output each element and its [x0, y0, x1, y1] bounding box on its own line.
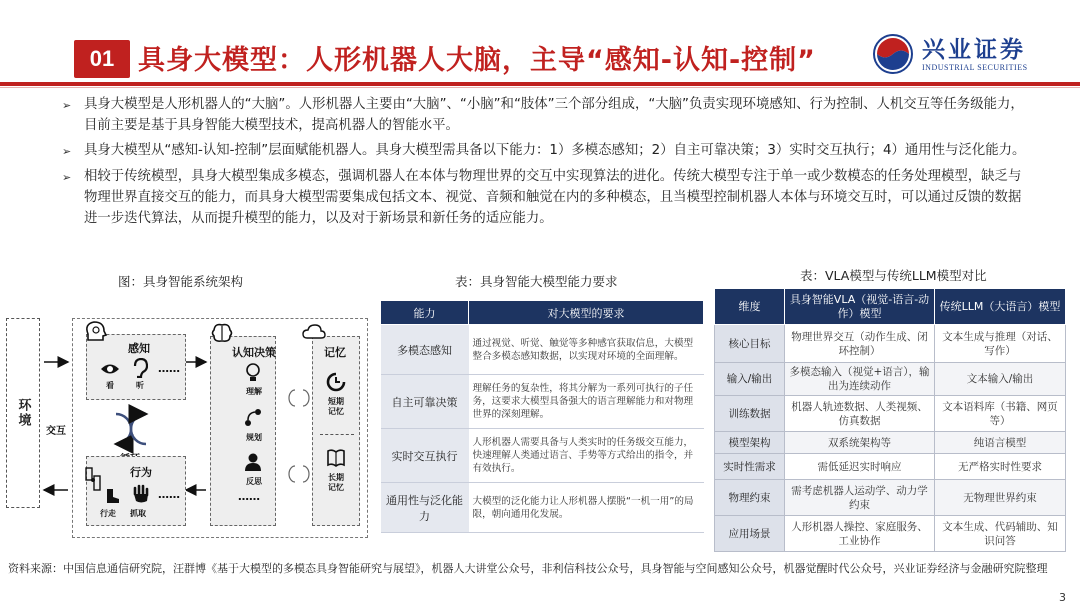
table-row — [715, 516, 1066, 552]
section-number-badge: 01 — [74, 40, 130, 78]
understand-label: 理解 — [246, 387, 262, 396]
cognition-label: 认知决策 — [232, 346, 276, 359]
column-header: 能力 — [381, 301, 469, 325]
embodied-ai-architecture-diagram — [4, 290, 370, 550]
page-number: 3 — [1059, 591, 1066, 604]
cloud-icon — [302, 324, 326, 340]
vla-cell: 人形机器人操控、家庭服务、工业协作 — [785, 516, 935, 552]
requirement-cell: 通过视觉、听觉、触觉等多种感官获取信息，大模型整合多模态感知数据，以实现对环境的全面理解。 — [469, 325, 704, 375]
requirement-cell: 大模型的泛化能力让人形机器人摆脱“一机一用”的局限，朝向通用化发展。 — [469, 483, 704, 533]
robot-arm-icon — [82, 466, 104, 494]
header-divider-thin — [0, 87, 1080, 88]
hand-grab-icon — [132, 484, 150, 504]
table-row — [381, 325, 704, 375]
capability-cell: 通用性与泛化能力 — [381, 483, 469, 533]
vla-vs-llm-table — [714, 288, 1066, 552]
head-brain-icon — [82, 318, 108, 344]
brain-icon — [210, 322, 234, 344]
long-term-memory-label-1: 长期 — [328, 473, 344, 482]
reflect-person-icon — [244, 452, 262, 472]
diagram-caption: 图：具身智能系统架构 — [118, 274, 244, 289]
ear-icon — [132, 358, 148, 378]
boot-walk-icon — [104, 488, 120, 504]
long-term-memory-label-2: 记忆 — [328, 483, 344, 492]
llm-cell: 无物理世界约束 — [935, 480, 1066, 516]
bullet-arrow-icon: ➢ — [62, 145, 72, 158]
walk-label: 行走 — [100, 509, 116, 518]
cognition-dots: …… — [238, 490, 260, 503]
vla-cell: 需低延迟实时响应 — [785, 454, 935, 480]
hear-label: 听 — [136, 381, 144, 390]
short-term-memory-label-2: 记忆 — [328, 407, 344, 416]
llm-cell: 无严格实时性要求 — [935, 454, 1066, 480]
table-row — [715, 480, 1066, 516]
interaction-label: 交互 — [46, 426, 66, 437]
dimension-cell: 实时性需求 — [715, 454, 785, 480]
action-label: 行为 — [130, 466, 152, 479]
see-label: 看 — [106, 381, 114, 390]
logo-english-name: INDUSTRIAL SECURITIES — [922, 62, 1028, 72]
logo-chinese-name: 兴业证券 — [922, 35, 1026, 63]
table-row — [381, 429, 704, 483]
column-header: 传统LLM（大语言）模型 — [935, 289, 1066, 325]
bullet-arrow-icon: ➢ — [62, 99, 72, 112]
llm-cell: 文本输入/输出 — [935, 363, 1066, 396]
plan-label: 规划 — [246, 433, 262, 442]
table-header-row — [381, 301, 704, 325]
llm-cell: 纯语言模型 — [935, 432, 1066, 454]
lightbulb-person-icon — [244, 362, 262, 382]
bullet-item — [62, 94, 1032, 136]
planning-icon — [244, 408, 262, 428]
reflect-label: 反思 — [246, 477, 262, 486]
dimension-cell: 物理约束 — [715, 480, 785, 516]
bullet-text: 相较于传统模型，具身大模型集成多模态，强调机器人在本体与物理世界的交互中实现算法的进化。传统大模型专注于单一或少数模态的任务处理模型，缺乏与物理世界直接交互的能力，而具身大模型需要集成包括文本、视觉、音频和触觉在内的多种模态，且当模型控制机器人本体与环境交互时，可以通过反馈的数据进一步迭代算法，从而提升模型的能力，以及对于新场景和新任务的适应能力。 — [84, 169, 1022, 226]
llm-cell: 文本生成与推理（对话、写作） — [935, 325, 1066, 363]
table-row — [715, 454, 1066, 480]
bullet-item — [62, 140, 1032, 162]
vla-cell: 物理世界交互（动作生成、闭环控制） — [785, 325, 935, 363]
table2-caption: 表：VLA模型与传统LLM模型对比 — [800, 268, 987, 283]
company-logo — [872, 30, 1072, 78]
capability-requirements-table — [380, 300, 704, 533]
bullet-arrow-icon: ➢ — [62, 171, 72, 184]
action-dots: …… — [158, 488, 180, 501]
capability-cell: 实时交互执行 — [381, 429, 469, 483]
grab-label: 抓取 — [130, 509, 146, 518]
table-row — [715, 325, 1066, 363]
dimension-cell: 应用场景 — [715, 516, 785, 552]
bullet-list — [62, 94, 1032, 233]
dimension-cell: 输入/输出 — [715, 363, 785, 396]
bullet-text: 具身大模型从“感知-认知-控制”层面赋能机器人。具身大模型需具备以下能力：1）多模态感知；2）自主可靠决策；3）实时交互执行；4）通用性与泛化能力。 — [84, 143, 1026, 158]
vla-cell: 双系统架构等 — [785, 432, 935, 454]
requirement-cell: 理解任务的复杂性，将其分解为一系列可执行的子任务，这要求大模型具备强大的语言理解能力和对物理世界的深刻理解。 — [469, 375, 704, 429]
long-term-memory-book-icon — [326, 448, 346, 468]
bullet-text: 具身大模型是人形机器人的“大脑”。人形机器人主要由“大脑”、“小脑”和“肢体”三个部分组成，“大脑”负责实现环境感知、行为控制、人机交互等任务级能力，目前主要是基于具身智能大模型技术，提高机器人的智能水平。 — [84, 97, 1024, 133]
column-header: 维度 — [715, 289, 785, 325]
environment-label: 环境 — [15, 398, 31, 428]
capability-cell: 自主可靠决策 — [381, 375, 469, 429]
llm-cell: 文本语料库（书籍、网页等） — [935, 396, 1066, 432]
memory-label: 记忆 — [324, 346, 346, 359]
table-header-row — [715, 289, 1066, 325]
header-divider — [0, 82, 1080, 86]
eye-icon — [100, 362, 120, 376]
page-title: 具身大模型：人形机器人大脑，主导“感知-认知-控制” — [138, 45, 816, 76]
dimension-cell: 训练数据 — [715, 396, 785, 432]
dimension-cell: 核心目标 — [715, 325, 785, 363]
perception-label: 感知 — [128, 342, 150, 355]
dimension-cell: 模型架构 — [715, 432, 785, 454]
table-row — [715, 432, 1066, 454]
column-header: 对大模型的要求 — [469, 301, 704, 325]
environment-box — [6, 318, 40, 508]
table-row — [381, 483, 704, 533]
short-term-memory-icon — [326, 372, 346, 392]
vla-cell: 多模态输入（视觉+语言），输出为连续动作 — [785, 363, 935, 396]
capability-cell: 多模态感知 — [381, 325, 469, 375]
column-header: 具身智能VLA（视觉-语言-动作）模型 — [785, 289, 935, 325]
table-row — [715, 396, 1066, 432]
bullet-item — [62, 166, 1032, 229]
table-row — [715, 363, 1066, 396]
short-term-memory-label-1: 短期 — [328, 397, 344, 406]
llm-cell: 文本生成、代码辅助、知识问答 — [935, 516, 1066, 552]
perception-dots: …… — [158, 362, 180, 375]
requirement-cell: 人形机器人需要具备与人类实时的任务级交互能力，快速理解人类通过语言、手势等方式给出的指令，并有效执行。 — [469, 429, 704, 483]
vla-cell: 机器人轨迹数据、人类视频、仿真数据 — [785, 396, 935, 432]
vla-cell: 需考虑机器人运动学、动力学约束 — [785, 480, 935, 516]
memory-box — [312, 336, 360, 526]
table1-caption: 表：具身智能大模型能力要求 — [455, 274, 618, 289]
memory-divider — [320, 434, 354, 435]
table-row — [381, 375, 704, 429]
logo-emblem-icon — [872, 33, 914, 75]
source-note: 资料来源：中国信息通信研究院，汪群博《基于大模型的多模态具身智能研究与展望》，机器人大讲堂公众号，非利信科技公众号，具身智能与空间感知公众号，机器觉醒时代公众号，兴业证券经济与金融研究院整理 — [8, 562, 1048, 575]
